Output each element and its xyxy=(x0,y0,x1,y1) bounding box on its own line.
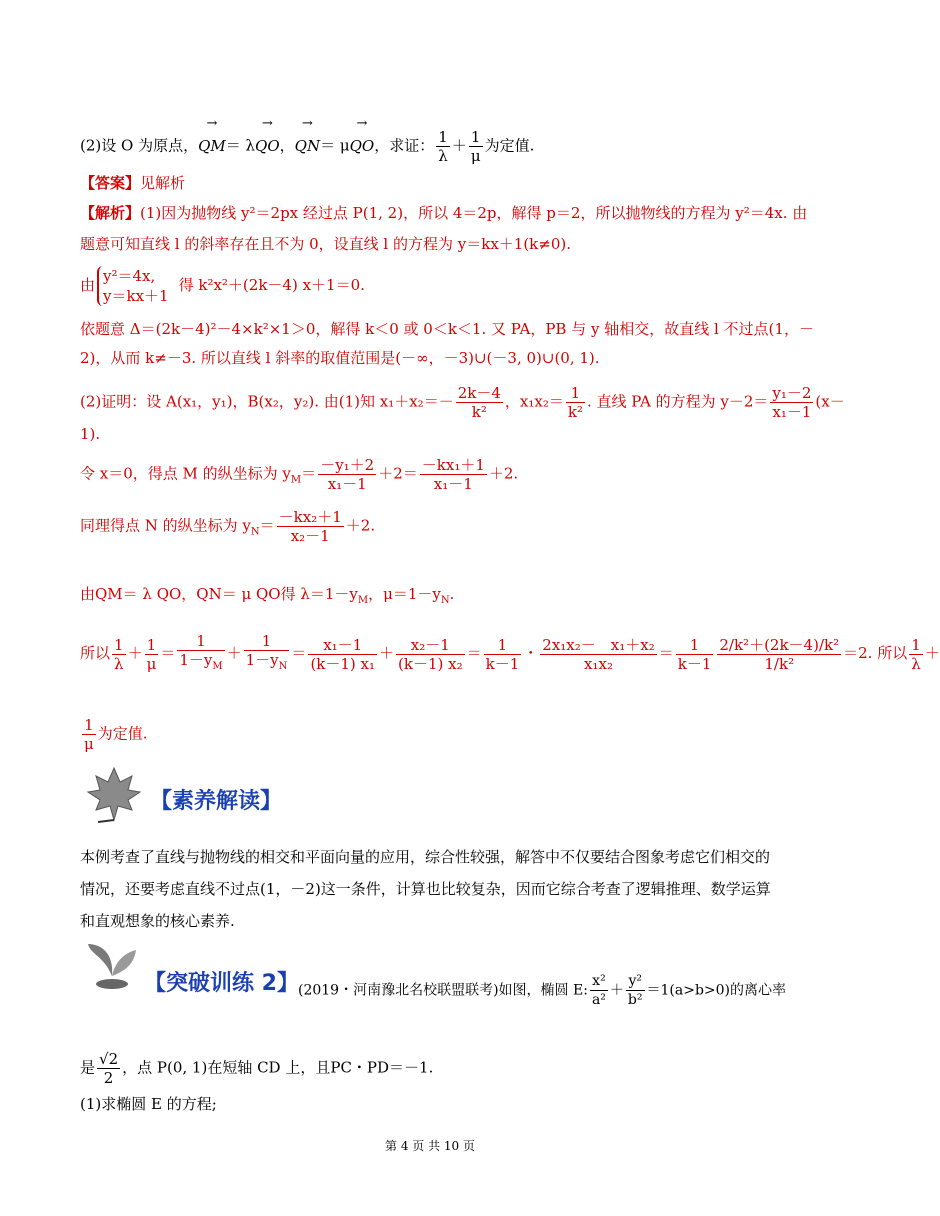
analysis-line-12: $\frac{1}{\mu}$ 为定值. xyxy=(84,716,148,753)
answer-text: 见解析 xyxy=(140,174,186,192)
sprout-icon xyxy=(84,936,140,992)
fraction-1-mu: $\frac{1}{\mu}$ xyxy=(470,128,481,165)
vector-qo-2: → QO xyxy=(350,135,375,157)
training-source: (2019・河南豫北名校联盟联考)如图，椭圆 E: $\frac{\text{x²}}{\text{a²}}$ ＋ $\frac{\text{y²}}{\text{b²}}$ ＝1(a>b>0)的离心率 xyxy=(298,973,787,1008)
analysis-line-6: (2)证明：设 A(x₁，y₁)，B(x₂，y₂). 由(1)知 x₁＋x₂＝－ $\frac{2k-4}{\text{k²}}$ ，x₁x₂＝ $\frac{1}{\text{k²}}$ . 直线 PA 的方程为 y－2＝ $\frac{\text{y₁－2}}{\text{x₁－1}}$ (x－ xyxy=(80,384,845,421)
analysis-line-11: 所以 $\frac{1}{\lambda}$ ＋ $\frac{1}{\mu}$ ＝ $\frac{1}{1-y_M}$ ＋ $\frac{1}{1-y_N}$ ＝ $\frac{\text{x₁－1}}{\text{(k－1) x₁}}$ ＋ $\frac{\text{x₂－1}}{\text{(k－1) x₂}}$ ＝ $\frac{1}{k-1}$ ・ $\frac{\text{2x₁x₂－ x₁＋x₂}}{\text{x₁x₂}}$ ＝ $\frac{1}{k-1}$ $\frac{\text{2/k²＋(2k－4)/k²}}{\text{1/k²}}$ ＝2. 所以 $\frac{1}{\lambda}$ ＋ xyxy=(80,632,940,673)
suyang-heading: 【素养解读】 xyxy=(150,789,283,814)
training-line-3: (1)求椭圆 E 的方程; xyxy=(80,1095,217,1113)
answer-tag: 【答案】 xyxy=(80,174,141,192)
equation-system: y²＝4x, y＝kx＋1 xyxy=(97,266,169,306)
answer-line xyxy=(80,172,185,194)
maple-leaf-icon xyxy=(84,764,144,824)
analysis-line-4: 依题意 Δ＝(2k－4)²－4×k²×1＞0，解得 k＜0 或 0＜k＜1. 又 PA，PB 与 y 轴相交，故直线 l 不过点(1，－ xyxy=(80,320,814,338)
analysis-tag: 【解析】 xyxy=(80,204,141,222)
analysis-line-1: 【解析】(1)因为抛物线 y²＝2px 经过点 P(1, 2)，所以 4＝2p，解得 p＝2，所以抛物线的方程为 y²＝4x. 由 xyxy=(80,204,808,222)
training-heading: 【突破训练 2】 xyxy=(144,971,299,996)
suyang-p2: 情况，还要考虑直线不过点(1，－2)这一条件，计算也比较复杂，因而它综合考查了逻辑推理、数学运算 xyxy=(80,880,771,898)
suyang-p3: 和直观想象的核心素养. xyxy=(80,912,235,930)
question-2: (2)设 O 为原点，→ QM＝ λ→ QO，→ QN＝ μ→ QO，求证： $\frac{1}{\lambda}$ ＋ $\frac{1}{\mu}$ 为定值. xyxy=(80,128,534,165)
suyang-p1: 本例考查了直线与抛物线的相交和平面向量的应用，综合性较强，解答中不仅要结合图象考虑它们相交的 xyxy=(80,848,771,866)
page-footer: 第 4 页 共 10 页 xyxy=(385,1139,475,1153)
training-line-2: 是 $\frac{√2}{2}$ ，点 P(0, 1)在短轴 CD 上，且PC・PD＝－1. xyxy=(80,1050,434,1087)
vector-qo: → QO xyxy=(255,135,280,157)
fraction-1-lambda: $\frac{1}{\lambda}$ xyxy=(438,128,448,165)
analysis-line-5: 2)，从而 k≠－3. 所以直线 l 斜率的取值范围是(－∞，－3)∪(－3, 0)∪(0, 1). xyxy=(80,349,600,367)
analysis-line-2: 题意可知直线 l 的斜率存在且不为 0，设直线 l 的方程为 y＝kx＋1(k≠0). xyxy=(80,235,571,253)
analysis-line-8: 令 x＝0，得点 M 的纵坐标为 $y_M=$ $\frac{\text{－y₁＋2}}{\text{x₁－1}}$ ＋2＝ $\frac{\text{－kx₁＋1}}{\text{x₁－1}}$ ＋2. xyxy=(80,456,519,493)
vector-qn: → QN xyxy=(295,135,320,157)
analysis-line-7: 1). xyxy=(80,425,101,443)
analysis-line-3: 由 y²＝4x, y＝kx＋1 得 k²x²＋(2k－4) x＋1＝0. xyxy=(80,267,365,305)
analysis-line-9: 同理得点 N 的纵坐标为 $y_N=$ $\frac{\text{－kx₂＋1}}{\text{x₂－1}}$ ＋2. xyxy=(80,508,376,545)
analysis-line-10: 由QM＝ λ QO，QN＝ μ QO得 $\lambda=1-y_M$，$\mu=1-y_N$. xyxy=(80,585,455,606)
vector-qm: → QM xyxy=(198,135,226,157)
